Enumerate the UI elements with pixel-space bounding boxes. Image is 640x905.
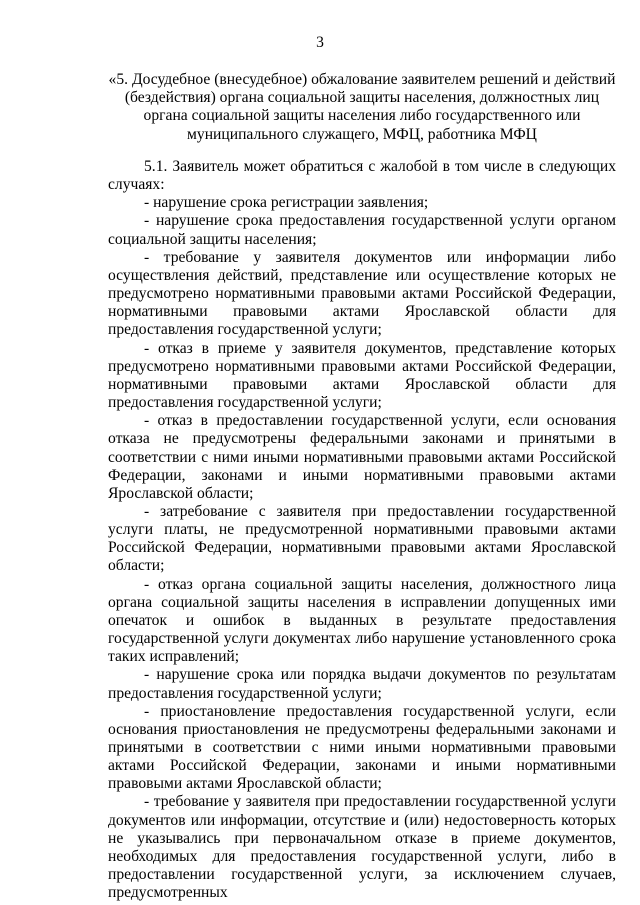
list-item: - требование у заявителя документов или информации либо осуществления действий, представление или осуществление которых не предусмотрено нормативными правовыми актами Российской Федерации, нормативными правовыми актами Ярославской области для предоставления государственной услуги; <box>108 248 616 339</box>
list-item: - требование у заявителя при предоставлении государственной услуги документов или информации, отсутствие и (или) недостоверность которых не указывались при первоначальном отказе в приеме документов, необходимых для предоставления государственной услуги, либо в предоставлении государственной услуги, за исключением случаев, предусмотренных <box>108 793 616 902</box>
list-item: - нарушение срока регистрации заявления; <box>144 194 429 212</box>
paragraph-5-1: 5.1. Заявитель может обратиться с жалобой в том числе в следующих случаях: <box>108 158 616 194</box>
list-item: - отказ в предоставлении государственной услуги, если основания отказа не предусмотрены федеральными законами и принятыми в соответствии с ними иными нормативными правовыми актами Российской Федерации, законами и иными нормативными правовыми актами Ярославской области; <box>108 412 616 502</box>
list-item: - отказ органа социальной защиты населения, должностного лица органа социальной защиты населения в исправлении допущенных ими опечаток и ошибок в выданных в результате предоставления государственной услуги документах либо нарушение установленного срока таких исправлений; <box>108 575 616 666</box>
document-body <box>108 158 616 902</box>
page-number: 3 <box>316 34 324 51</box>
list-item: - отказ в приеме у заявителя документов, представление которых предусмотрено нормативными правовыми актами Российской Федерации, нормативными правовыми актами Ярославской области для предоставления государственной услуги; <box>108 339 616 412</box>
list-item: - нарушение срока предоставления государственной услуги органом социальной защиты населения; <box>108 212 616 248</box>
list-item: - приостановление предоставления государственной услуги, если основания приостановления не предусмотрены федеральными законами и принятыми в соответствии с ними иными нормативными правовыми актами Российской Федерации, законами и иными нормативными правовыми актами Ярославской области; <box>108 702 616 793</box>
section-heading: «5. Досудебное (внесудебное) обжалование заявителем решений и действий (бездействия) органа социальной защиты населения, должностных лиц органа социальной защиты населения либо государственного или муниципального служащего, МФЦ, работника МФЦ <box>108 71 616 143</box>
list-item: - нарушение срока или порядка выдачи документов по результатам предоставления государственной услуги; <box>108 666 616 702</box>
list-item: - затребование с заявителя при предоставлении государственной услуги платы, не предусмотренной нормативными правовыми актами Российской Федерации, нормативными правовыми актами Ярославской области; <box>108 502 616 575</box>
